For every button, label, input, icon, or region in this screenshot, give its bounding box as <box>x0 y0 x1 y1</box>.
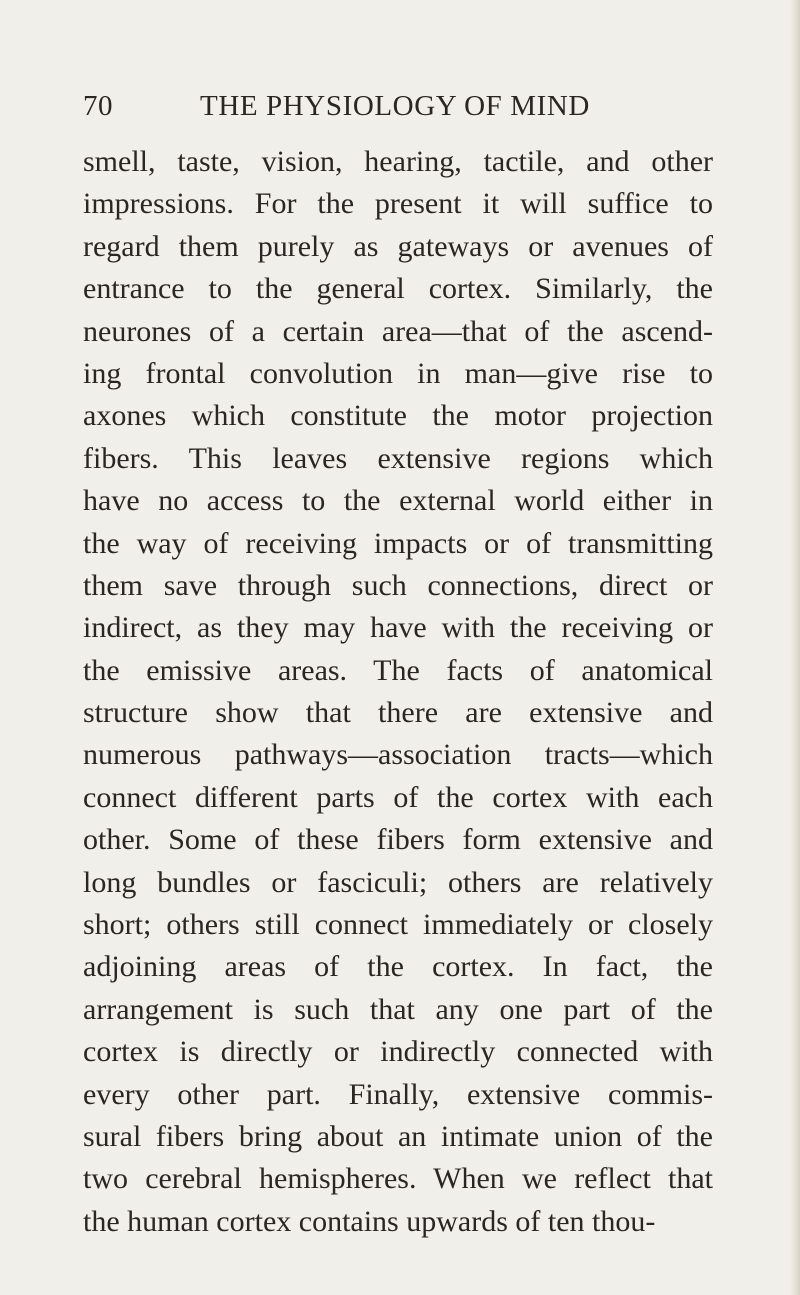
text-line: other. Some of these fibers form extensive and <box>83 823 713 857</box>
text-line: the emissive areas. The facts of anatomical <box>83 653 713 687</box>
body-text <box>83 141 713 1243</box>
text-line: short; others still connect immediately or closely <box>83 908 713 942</box>
text-line: smell, taste, vision, hearing, tactile, and other <box>83 145 713 178</box>
text-line: every other part. Finally, extensive commis- <box>83 1077 713 1111</box>
text-line: the way of receiving impacts or of transmitting <box>83 526 713 560</box>
text-line: have no access to the external world either in <box>83 484 713 518</box>
text-line: impressions. For the present it will suffice to <box>83 187 713 221</box>
text-line: the human cortex contains upwards of ten thou- <box>83 1204 656 1238</box>
text-line: fibers. This leaves extensive regions which <box>83 441 713 475</box>
text-line: numerous pathways—association tracts—which <box>83 738 713 772</box>
text-line: neurones of a certain area—that of the ascend- <box>83 314 713 348</box>
text-line: connect different parts of the cortex with each <box>83 780 713 814</box>
text-line: arrangement is such that any one part of the <box>83 992 713 1026</box>
text-line: two cerebral hemispheres. When we reflect that <box>83 1162 713 1196</box>
running-title: THE PHYSIOLOGY OF MIND <box>200 90 590 122</box>
text-line: entrance to the general cortex. Similarly, the <box>83 272 713 306</box>
text-line: structure show that there are extensive and <box>83 696 713 730</box>
text-line: cortex is directly or indirectly connected with <box>83 1035 713 1069</box>
text-line: sural fibers bring about an intimate union of the <box>83 1119 713 1153</box>
text-line: adjoining areas of the cortex. In fact, the <box>83 950 713 984</box>
text-line: ing frontal convolution in man—give rise to <box>83 356 713 390</box>
page-edge <box>790 0 800 1295</box>
text-line: long bundles or fasciculi; others are relatively <box>83 865 713 899</box>
text-line: regard them purely as gateways or avenues of <box>83 229 713 263</box>
text-line: axones which constitute the motor projection <box>83 399 713 433</box>
text-line: them save through such connections, direct or <box>83 568 713 602</box>
running-head <box>83 86 713 126</box>
text-line: indirect, as they may have with the receiving or <box>83 611 713 645</box>
page-number: 70 <box>83 90 113 122</box>
